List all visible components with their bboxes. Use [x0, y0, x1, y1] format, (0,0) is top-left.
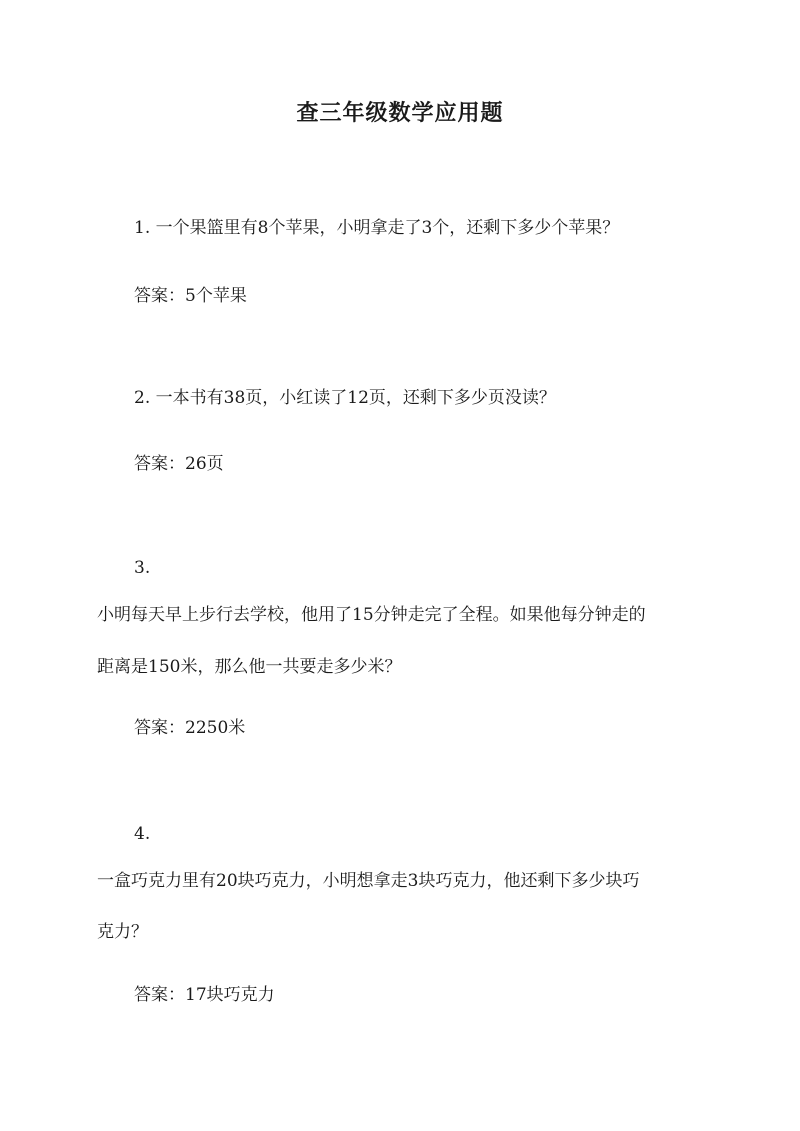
question-3-line-1: 小明每天早上步行去学校，他用了15分钟走完了全程。如果他每分钟走的 — [97, 605, 646, 625]
question-4-number: 4. — [134, 824, 151, 844]
answer-4: 答案：17块巧克力 — [134, 985, 275, 1005]
answer-3: 答案：2250米 — [134, 718, 246, 738]
page-title: 查三年级数学应用题 — [296, 100, 504, 126]
answer-2: 答案：26页 — [134, 454, 224, 474]
question-3-number: 3. — [134, 558, 151, 578]
question-4-line-1: 一盒巧克力里有20块巧克力，小明想拿走3块巧克力，他还剩下多少块巧 — [97, 871, 640, 891]
question-3-line-2: 距离是150米，那么他一共要走多少米？ — [97, 657, 402, 677]
question-4-line-2: 克力？ — [97, 922, 148, 942]
question-1: 1. 一个果篮里有8个苹果，小明拿走了3个，还剩下多少个苹果？ — [134, 218, 620, 238]
answer-1: 答案：5个苹果 — [134, 286, 247, 306]
question-2: 2. 一本书有38页，小红读了12页，还剩下多少页没读？ — [134, 388, 556, 408]
